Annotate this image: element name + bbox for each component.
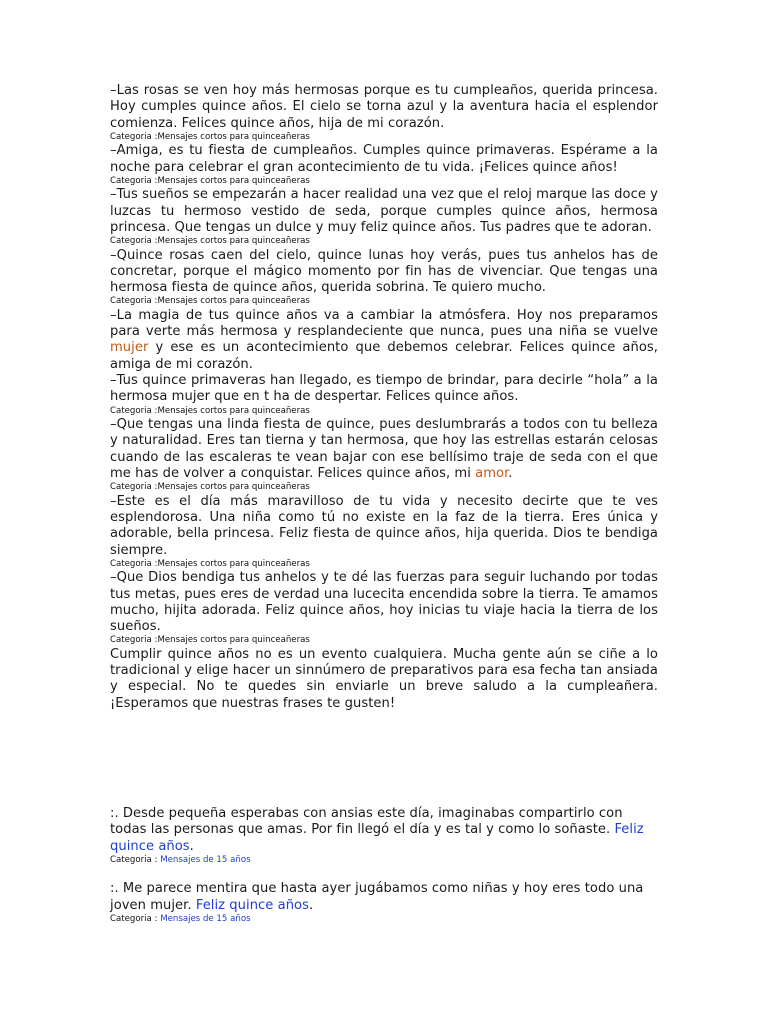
category-label: Categoria :Mensajes cortos para quinceañeras (110, 482, 310, 493)
category-prefix: Categoria : (110, 854, 161, 865)
category-link[interactable]: Mensajes de 15 años (160, 913, 251, 924)
messages-column (110, 83, 658, 712)
message-paragraph: –Quince rosas caen del cielo, quince lunas hoy verás, pues tus anhelos has de concretar, porque el mágico momento por fin has de vivenciar. Que tengas una hermosa fiesta de quince años, querida sobrina. Te quiero mucho. (110, 247, 658, 296)
category-label: Categoria :Mensajes cortos para quinceañeras (110, 296, 310, 307)
category-link[interactable]: Mensajes de 15 años (160, 854, 251, 865)
category-label: Categoria :Mensajes cortos para quinceañeras (110, 131, 310, 142)
category-label (110, 855, 658, 866)
message-text-end: . (308, 897, 314, 913)
spacer (110, 866, 658, 881)
message-paragraph (110, 308, 658, 373)
message-paragraph (110, 417, 658, 482)
mujer-link[interactable]: mujer (110, 340, 149, 356)
message-paragraph: –Este es el día más maravilloso de tu vida y necesito decirte que te ves esplendorosa. Una niña como tú no existe en la faz de la tierra. Eres única y adorable, bella princesa. Feliz fiesta de quince años, hija querida. Dios te bendiga siempre. (110, 493, 658, 558)
message-paragraph: –Tus quince primaveras han llegado, es tiempo de brindar, para decirle “hola” a la hermosa mujer que en t ha de despertar. Felices quince años. (110, 373, 658, 405)
feliz-quince-link[interactable]: Feliz quince años (195, 897, 309, 913)
category-label: Categoria :Mensajes cortos para quinceañeras (110, 558, 310, 569)
category-label: Categoria :Mensajes cortos para quinceañeras (110, 175, 310, 186)
message-text-end: . (189, 838, 194, 854)
message-paragraph (110, 881, 658, 914)
fifteen-messages-section (110, 806, 658, 925)
message-paragraph: –Tus sueños se empezarán a hacer realidad una vez que el reloj marque las doce y luzcas tu hermoso vestido de seda, porque cumples quince años, hermosa princesa. Que tengas un dulce y muy feliz quince años. Tus padres que te adoran. (110, 187, 658, 235)
message-text-start: –Que tengas una linda fiesta de quince, pues deslumbrarás a todos con tu belleza y naturalidad. Eres tan tierna y tan hermosa, que hoy las estrellas estarán celosas cuando de las escaleras te vean bajar con ese bellísimo traje de seda con el que me has de volver a conquistar. Felices quince años, mi (110, 417, 658, 481)
message-text-end: y ese es un acontecimiento que debemos celebrar. Felices quince años, amiga de mi corazón. (110, 340, 658, 372)
intro-paragraph: Cumplir quince años no es un evento cualquiera. Mucha gente aún se ciñe a lo tradicional y elige hacer un sinnúmero de preparativos para esa fecha tan ansiada y especial. No te quedes sin enviarle un breve saludo a la cumpleañera. ¡Esperamos que nuestras frases te gusten! (110, 646, 658, 711)
message-paragraph: –Que Dios bendiga tus anhelos y te dé las fuerzas para seguir luchando por todas tus metas, pues eres de verdad una lucecita encendida sobre la tierra. Te amamos mucho, hijita adorada. Feliz quince años, hoy inicias tu viaje hacia la tierra de los sueños. (110, 570, 658, 635)
message-paragraph: –Amiga, es tu fiesta de cumpleaños. Cumples quince primaveras. Espérame a la noche para celebrar el gran acontecimiento de tu vida. ¡Felices quince años! (110, 143, 658, 175)
message-text-start: :. Me parece mentira que hasta ayer jugábamos como niñas y hoy eres todo una joven mujer. (110, 881, 644, 913)
category-label (110, 914, 658, 925)
message-paragraph: –Las rosas se ven hoy más hermosas porque es tu cumpleaños, querida princesa. Hoy cumples quince años. El cielo se torna azul y la aventura hacia el esplendor comienza. Felices quince años, hija de mi corazón. (110, 83, 658, 131)
category-prefix: Categoria : (110, 913, 161, 924)
category-label: Categoria :Mensajes cortos para quinceañeras (110, 405, 310, 416)
message-text-start: –La magia de tus quince años va a cambiar la atmósfera. Hoy nos preparamos para verte más hermosa y resplandeciente que nunca, pues una niña se vuelve (110, 307, 658, 340)
message-text-start: :. Desde pequeña esperabas con ansias este día, imaginabas compartirlo con todas las personas que amas. Por fin llegó el día y es tal y como lo soñaste. (110, 806, 623, 838)
category-label: Categoria :Mensajes cortos para quinceañeras (110, 236, 310, 247)
category-label: Categoria :Mensajes cortos para quinceañeras (110, 635, 310, 646)
message-text-end: . (508, 465, 513, 481)
amor-link[interactable]: amor (475, 465, 509, 481)
feliz-quince-link[interactable]: Feliz quince años (110, 822, 644, 854)
message-paragraph (110, 806, 658, 855)
